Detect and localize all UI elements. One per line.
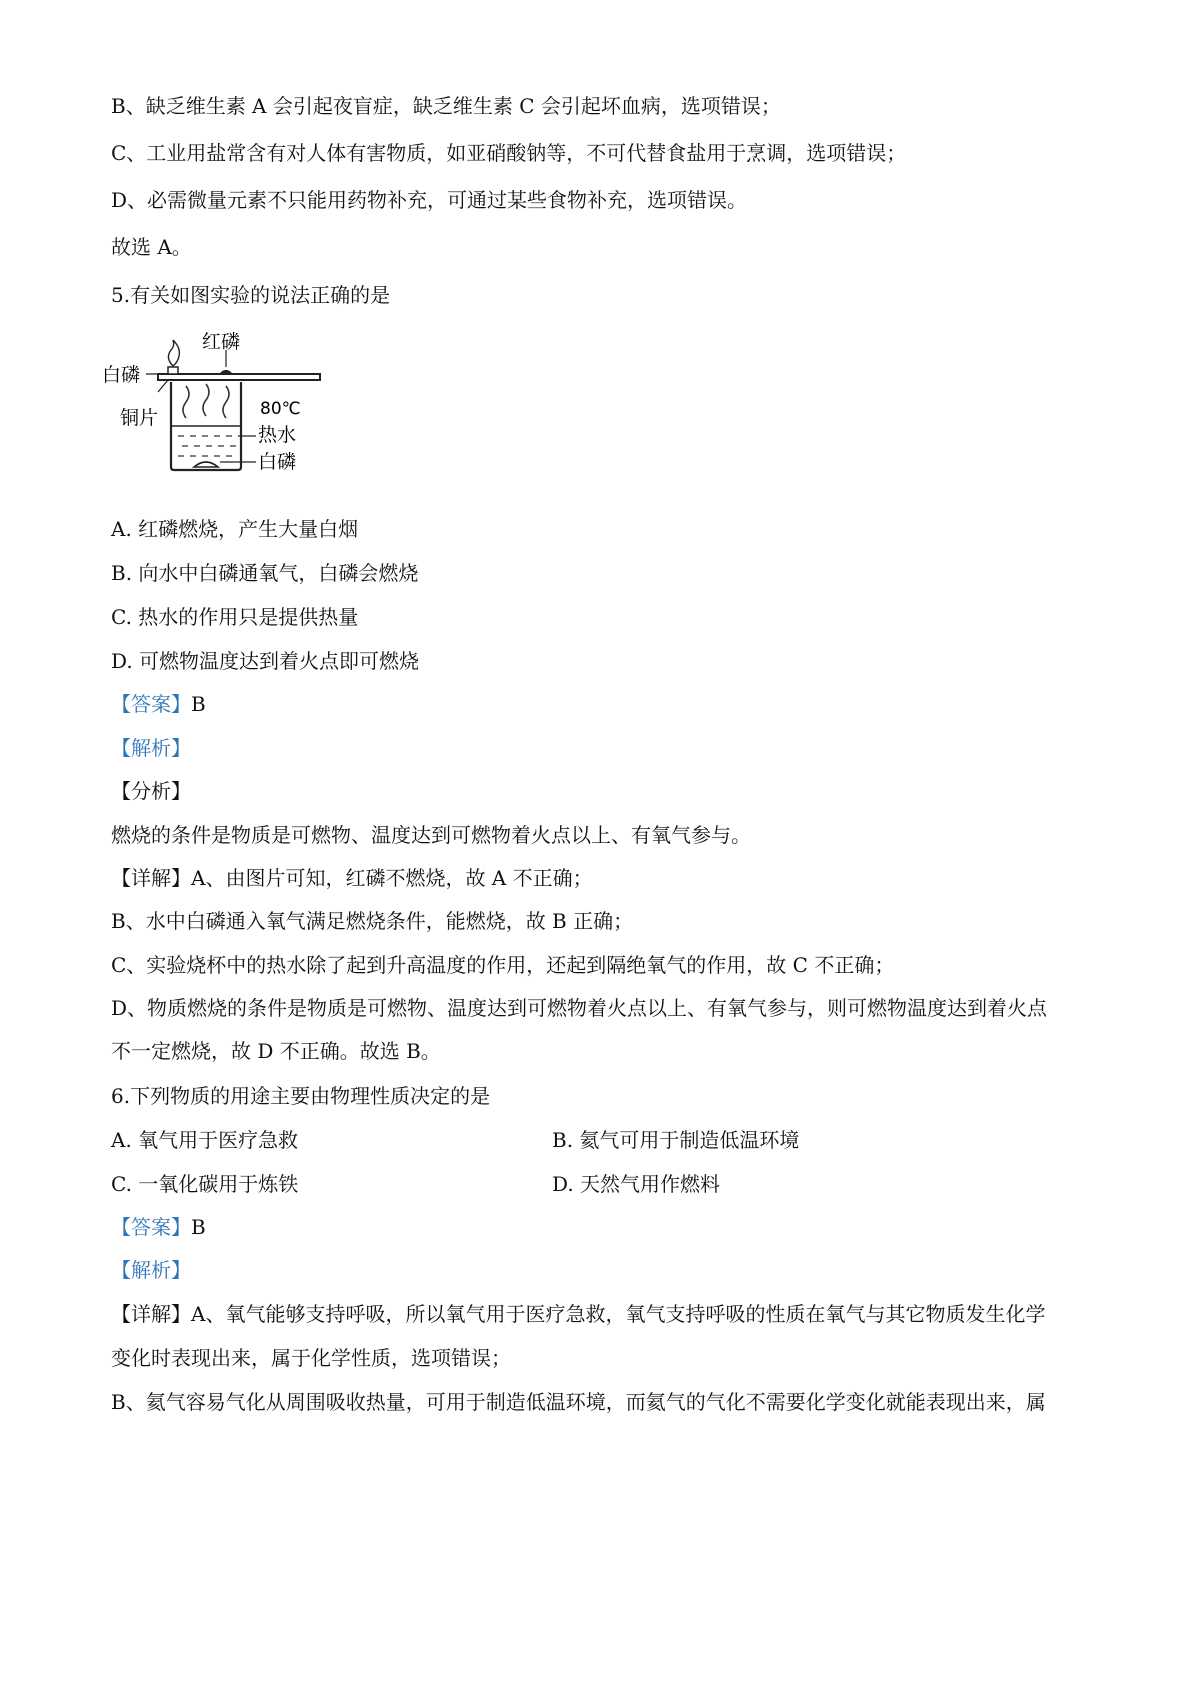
q6-detail-a-line1: 【详解】A、氧气能够支持呼吸，所以氧气用于医疗急救，氧气支持呼吸的性质在氧气与其它物质发生化学 — [111, 1302, 1046, 1326]
q6-option-c: C. 一氧化碳用于炼铁 — [111, 1172, 299, 1196]
label-hot-water: 热水 — [258, 424, 297, 446]
label-temperature: 80℃ — [260, 399, 301, 419]
q5-detail-c: C、实验烧杯中的热水除了起到升高温度的作用，还起到隔绝氧气的作用，故 C 不正确； — [111, 953, 895, 977]
q6-option-b: B. 氦气可用于制造低温环境 — [552, 1128, 800, 1152]
q6-answer-value: B — [191, 1215, 206, 1239]
q6-analysis-label: 【解析】 — [111, 1258, 191, 1282]
steam-2 — [203, 384, 209, 416]
q5-option-b: B. 向水中白磷通氧气，白磷会燃烧 — [111, 561, 419, 585]
white-phosphorus-underwater — [194, 462, 218, 467]
q5-option-a: A. 红磷燃烧，产生大量白烟 — [111, 517, 359, 541]
q5-detail-d-line2: 不一定燃烧，故 D 不正确。故选 B。 — [111, 1039, 441, 1063]
hot-water-dashes — [178, 436, 236, 456]
q5-analysis-label: 【解析】 — [111, 736, 191, 760]
q5-option-d: D. 可燃物温度达到着火点即可燃烧 — [111, 649, 420, 673]
q5-option-c: C. 热水的作用只是提供热量 — [111, 605, 359, 629]
copper-plate — [158, 374, 320, 380]
combustion-experiment-figure — [102, 331, 338, 522]
prev-conclusion: 故选 A。 — [111, 235, 192, 259]
q6-answer-label: 【答案】 — [111, 1215, 191, 1239]
q6-stem: 6.下列物质的用途主要由物理性质决定的是 — [111, 1084, 491, 1108]
red-phosphorus — [220, 371, 232, 375]
q5-detail-a: 【详解】A、由图片可知，红磷不燃烧，故 A 不正确； — [111, 866, 593, 890]
flame-icon — [168, 340, 179, 366]
prev-option-d-explanation: D、必需微量元素不只能用药物补充，可通过某些食物补充，选项错误。 — [111, 188, 748, 212]
label-white-phosphorus-top: 白磷 — [102, 364, 141, 386]
q6-option-d: D. 天然气用作燃料 — [552, 1172, 721, 1196]
q5-fenxi-label: 【分析】 — [111, 779, 191, 803]
q5-fenxi-text: 燃烧的条件是物质是可燃物、温度达到可燃物着火点以上、有氧气参与。 — [111, 823, 751, 847]
q6-detail-b-line1: B、氦气容易气化从周围吸收热量，可用于制造低温环境，而氦气的气化不需要化学变化就能表现出来，属 — [111, 1390, 1046, 1414]
q5-detail-b: B、水中白磷通入氧气满足燃烧条件，能燃烧，故 B 正确； — [111, 909, 634, 933]
prev-option-c-explanation: C、工业用盐常含有对人体有害物质，如亚硝酸钠等，不可代替食盐用于烹调，选项错误； — [111, 141, 907, 165]
label-red-phosphorus: 红磷 — [202, 331, 241, 353]
q5-answer — [111, 690, 1111, 718]
q6-detail-label: 【详解】 — [111, 1302, 191, 1326]
q5-detail-d-line1: D、物质燃烧的条件是物质是可燃物、温度达到可燃物着火点以上、有氧气参与，则可燃物温度达到着火点 — [111, 996, 1048, 1020]
q5-answer-value: B — [191, 692, 206, 716]
q5-stem: 5.有关如图实验的说法正确的是 — [111, 283, 391, 307]
q6-option-a: A. 氧气用于医疗急救 — [111, 1128, 299, 1152]
q6-detail-a-line2: 变化时表现出来，属于化学性质，选项错误； — [111, 1346, 511, 1370]
steam-1 — [183, 386, 189, 418]
q5-answer-label: 【答案】 — [111, 692, 191, 716]
label-white-phosphorus-bottom: 白磷 — [258, 451, 297, 473]
q6-answer — [111, 1213, 1111, 1241]
steam-3 — [223, 386, 229, 418]
prev-option-b-explanation: B、缺乏维生素 A 会引起夜盲症，缺乏维生素 C 会引起坏血病，选项错误； — [111, 94, 781, 118]
label-copper-plate: 铜片 — [120, 407, 159, 429]
white-phosphorus-on-plate — [168, 367, 178, 374]
q5-detail-label: 【详解】 — [111, 866, 191, 890]
